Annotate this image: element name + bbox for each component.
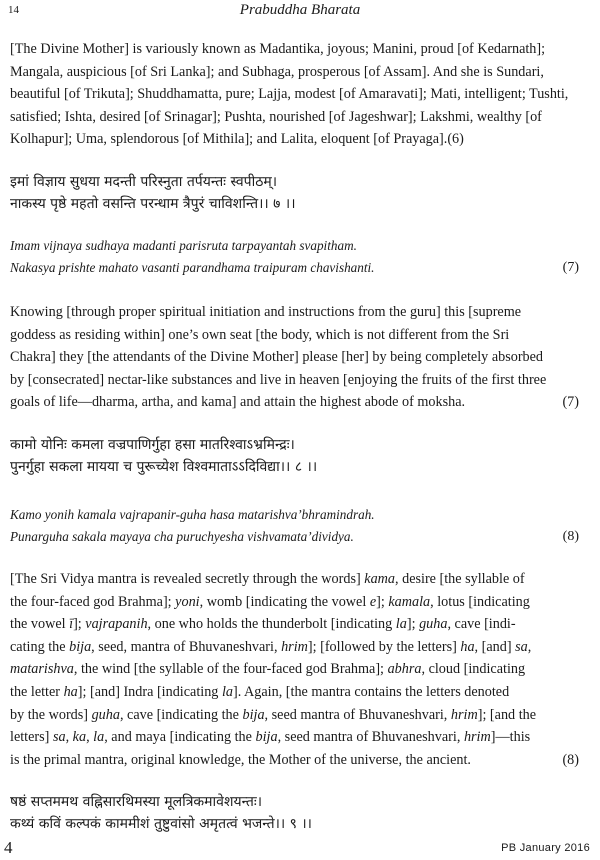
page-number-bottom: 4 — [4, 838, 13, 857]
sanskrit-verse-9-line-1: षष्ठं सप्तममथ वह्निसारथिमस्या मूलत्रिकमावेशयन्तः। — [10, 794, 263, 811]
text-line: is the primal mantra, original knowledge, the Mother of the universe, the ancient. — [10, 751, 471, 768]
paragraph-verse-8-translation — [10, 568, 587, 771]
transliteration-verse-7-line-1: Imam vijnaya sudhaya madanti parisruta tarpayantah svapitham. — [10, 237, 357, 253]
sanskrit-verse-7-line-2: नाकस्य पृष्ठे महतो वसन्ति परन्धाम त्रैपुरं चाविशन्ति।। ७ ।। — [10, 195, 296, 212]
text-line: [The Sri Vidya mantra is revealed secretly through the words] kama, desire [the syllable of — [10, 570, 525, 587]
verse-number: (8) — [562, 751, 579, 768]
sanskrit-verse-9-line-2: कथ्यं कविं कल्पकं काममीशं तुष्टुवांसो अमृतत्वं भजन्ते।। ९ ।। — [10, 816, 312, 833]
sanskrit-verse-8-line-1: कामो योनिः कमला वज्रपाणिर्गुहा हसा मातरिश्वाऽभ्रमिन्द्रः। — [10, 436, 295, 453]
transliteration-verse-8-line-1: Kamo yonih kamala vajrapanir-guha hasa matarishva’bhramindrah. — [10, 506, 375, 522]
text-line: by [consecrated] nectar-like substances and live in heaven [enjoying the fruits of the first three — [10, 371, 547, 388]
text-line: Knowing [through proper spiritual initiation and instructions from the guru] this [supreme — [10, 303, 522, 320]
transliteration-verse-7 — [10, 235, 587, 279]
text-line: the vowel ī]; vajrapanih, one who holds the thunderbolt [indicating la]; guha, cave [indi- — [10, 616, 516, 633]
text-line: cating the bija, seed, mantra of Bhuvaneshvari, hrim]; [followed by the letters] ha, [and] sa, — [10, 638, 532, 655]
paragraph-verse-7-translation — [10, 301, 587, 414]
transliteration-verse-7-line-2: Nakasya prishte mahato vasanti parandhama traipuram chavishanti. — [10, 259, 375, 275]
verse-number: (7) — [562, 394, 579, 411]
page-number-top: 14 — [8, 4, 19, 16]
transliteration-verse-8-line-2: Punarguha sakala mayaya cha puruchyesha vishvamata’dividya. — [10, 528, 354, 544]
sanskrit-verse-8-line-2: पुनर्गुहा सकला मायया च पुरूच्येश विश्वमाताऽऽदिविद्या।। ८ ।। — [10, 458, 318, 475]
running-title: Prabuddha Bharata — [239, 2, 361, 18]
text-line: the four-faced god Brahma]; yoni, womb [indicating the vowel e]; kamala, lotus [indicating — [10, 593, 530, 610]
text-line: letters] sa, ka, la, and maya [indicating the bija, seed mantra of Bhuvaneshvari, hrim]—this — [10, 729, 531, 746]
page-body — [10, 38, 587, 835]
verse-number: (7) — [562, 259, 579, 275]
issue-label: PB January 2016 — [501, 842, 590, 854]
verse-number: (8) — [562, 528, 579, 544]
text-line: matarishva, the wind [the syllable of the four-faced god Brahma]; abhra, cloud [indicating — [10, 661, 526, 678]
text-line: by the words] guha, cave [indicating the bija, seed mantra of Bhuvaneshvari, hrim]; [and the — [10, 706, 537, 723]
text-line: goddess as residing within] one’s own seat [the body, which is not different from the Sri — [10, 326, 510, 343]
text-line-with-number — [10, 391, 587, 414]
sanskrit-verse-7-line-1: इमां विज्ञाय सुधया मदन्ती परिस्नुता तर्पयन्तः स्वपीठम्। — [10, 173, 278, 190]
text-line-with-number — [10, 749, 587, 772]
text-line: the letter ha]; [and] Indra [indicating la]. Again, [the mantra contains the letters denoted — [10, 683, 510, 700]
paragraph-verse-6-translation: [The Divine Mother] is variously known as Madantika, joyous; Manini, proud [of Kedarnath]; Mangala, auspicious [of Sri Lanka]; and Subhaga, prosperous [of Assam]. And she is Sundari, beautiful [of Trikuta]; Shuddhamatta, pure; Lajja, modest [of Amaravati]; Mati, intelligent; Tushti, satisfied; Ishta, desired [of Srinagar]; Pushta, nourished [of Jageshwar]; Lakshmi, wealthy [of Kolhapur]; Uma, splendorous [of Mithila]; and Lalita, eloquent [of Prayaga].(6) — [10, 41, 569, 148]
text-line: goals of life—dharma, artha, and kama] and attain the highest abode of moksha. — [10, 394, 466, 411]
transliteration-verse-8 — [10, 504, 587, 548]
text-line: Chakra] they [the attendants of the Divine Mother] please [her] by being completely absorbed — [10, 349, 544, 366]
page-header — [8, 2, 592, 22]
